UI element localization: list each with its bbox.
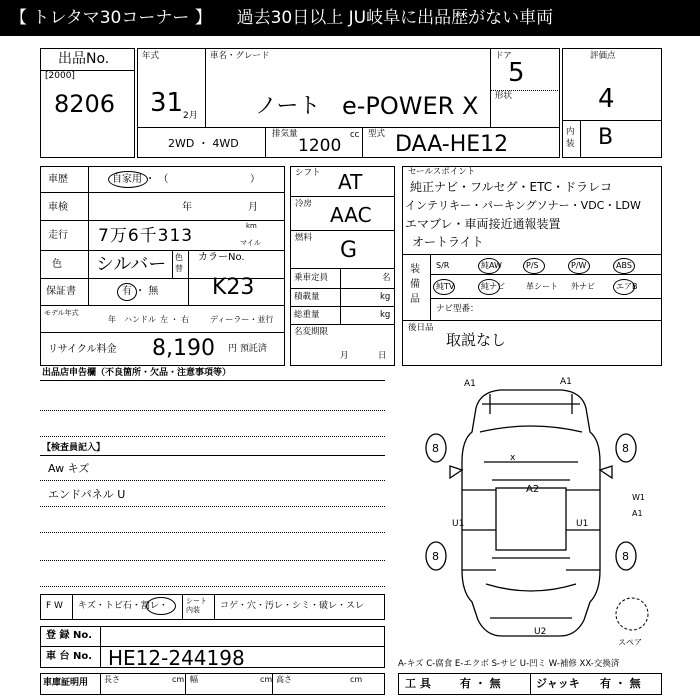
color-label: 色 (52, 259, 62, 270)
inspector-label: 【検査員記入】 (42, 443, 106, 453)
seat-label: シート内装 (186, 597, 207, 614)
sales-line4: オートライト (412, 235, 484, 249)
equipment-item: 純TV (436, 282, 455, 291)
year-label: 年式 (142, 51, 160, 61)
cert-box (40, 673, 385, 695)
interior-label: 内装 (566, 127, 575, 149)
equipment-circle (613, 258, 635, 274)
body-outline (462, 390, 600, 636)
fw-label: F W (46, 601, 63, 611)
recycle-label: リサイクル料金 (48, 344, 117, 355)
displacement-label: 排気量 (272, 129, 298, 139)
color-value: シルバー (96, 254, 167, 275)
sales-line3: エマブレ・車両接近通報装置 (405, 217, 561, 231)
tire-mark-rr: 8 (622, 550, 629, 563)
capacity-unit: 名 (382, 273, 391, 283)
color-no-label: カラーNo. (198, 252, 245, 263)
shaken-year: 年 (182, 202, 192, 213)
sales-label: セールスポイント (408, 167, 476, 177)
doors-label: ドア (495, 51, 512, 61)
grade-value: e-POWER X (342, 92, 479, 120)
mark-u1-left: U1 (452, 519, 465, 529)
equipment-item: P/S (526, 261, 539, 270)
car-diagram (400, 370, 662, 650)
mark-a2: A2 (526, 484, 540, 495)
name-value: ノート (255, 94, 321, 119)
tool-label: 工 具 (405, 677, 431, 690)
model-label: 型式 (368, 129, 386, 139)
score-label: 評価点 (590, 51, 616, 61)
doors-value: 5 (508, 58, 525, 88)
jack-options: 有 ・ 無 (600, 677, 641, 690)
mark-x: x (510, 453, 516, 463)
inspector-line1: Aw キズ (48, 462, 90, 475)
interior-value: B (598, 125, 614, 150)
year-value: 31 (150, 88, 184, 118)
mark-u1-right: U1 (576, 519, 589, 529)
shaken-month: 月 (248, 202, 258, 213)
legend-text: A-キズ C-腐食 E-エクボ S-サビ U-凹ミ W-補修 XX-交換済 (398, 659, 620, 669)
mark-a1-side: A1 (632, 509, 643, 518)
reki-options: 自家用 ・ （ (112, 174, 169, 185)
inspector-line2: エンドパネル U (48, 488, 126, 501)
spare-label: スペア (618, 638, 642, 647)
recycle-value: 8,190 (152, 336, 215, 361)
cert-width: 幅 (190, 675, 198, 684)
lot-number: 8206 (54, 90, 116, 118)
reg-label: 登 録 No. (46, 630, 93, 641)
cert-len: 長さ (104, 675, 120, 684)
reki-label: 車歴 (48, 174, 68, 185)
mileage-mile: マイル (240, 239, 261, 247)
month-value: 2月 (183, 111, 198, 121)
report-label: 出品店申告欄（不良箇所・欠品・注意事項等） (42, 368, 232, 378)
warranty-label: 保証書 (46, 286, 76, 297)
shape-label: 形状 (495, 91, 513, 101)
gross-label: 総重量 (294, 310, 320, 320)
warranty-options: 有 ・ 無 (122, 286, 159, 297)
name-change-month: 月 (340, 351, 349, 361)
equipment-item: S/R (436, 261, 450, 270)
equipment-circle (433, 279, 455, 295)
cert-width-unit: cm (260, 675, 273, 684)
mileage-label: 走行 (48, 230, 68, 241)
score-value: 4 (598, 84, 615, 114)
fuel-value: G (340, 238, 358, 263)
header-banner (0, 0, 700, 36)
color-no-value: K23 (212, 275, 255, 300)
fw-text: キズ・トビ石・割レ・ (78, 601, 168, 611)
equipment-item: 革シート (526, 282, 558, 291)
lot-sub: [2000] (45, 71, 75, 81)
name-change-day: 日 (378, 351, 387, 361)
equipment-item: ABS (616, 261, 632, 270)
mark-w1: W1 (632, 493, 645, 502)
dealer-label: ディーラー・並行 (210, 315, 274, 324)
mark-a1-right: A1 (560, 377, 572, 387)
mark-a1-left: A1 (464, 379, 476, 389)
load-label: 積載量 (294, 292, 320, 302)
gross-unit: kg (380, 310, 391, 320)
mark-u2: U2 (534, 627, 547, 637)
equipment-circle (523, 258, 545, 274)
equipment-circle (478, 279, 500, 295)
displacement-unit: cc (350, 130, 360, 140)
equipment-item: P/W (571, 261, 587, 270)
equipment-item: エアB (616, 282, 638, 291)
tire-mark-rl: 8 (432, 550, 439, 563)
tool-options: 有 ・ 無 (460, 677, 501, 690)
chassis-label: 車 台 No. (46, 651, 93, 662)
shift-value: AT (338, 170, 363, 194)
seat-text: コゲ・穴・汚レ・シミ・破レ・スレ (220, 601, 365, 611)
model-value: DAA-HE12 (395, 132, 509, 157)
name-label: 車名・グレード (210, 51, 270, 61)
tire-mark-fl: 8 (432, 442, 439, 455)
displacement-value: 1200 (298, 136, 342, 156)
spare-tire (616, 598, 648, 630)
jack-label: ジャッキ (536, 677, 580, 690)
lot-label: 出品No. (58, 51, 110, 67)
shift-label: シフト (295, 168, 321, 178)
equipment-label: 装備品 (410, 264, 420, 305)
navi-label: ナビ型番： (436, 304, 479, 314)
chassis-value: HE12-244198 (108, 646, 245, 670)
mileage-value: 7万6千313 (98, 226, 194, 246)
load-unit: kg (380, 292, 391, 302)
cert-len-unit: cm (172, 675, 185, 684)
cert-height: 高さ (276, 675, 292, 684)
aftermarket-value: 取説なし (446, 331, 507, 349)
equipment-item: 純ナビ (481, 282, 505, 291)
reki-close: ） (250, 174, 260, 185)
tire-mark-fr: 8 (622, 442, 629, 455)
color-change-label: 色替 (175, 253, 183, 273)
banner-right: 過去30日以上 JU岐阜に出品歴がない車両 (236, 8, 554, 28)
cert-label: 車庫証明用 (43, 678, 89, 688)
equipment-item: 外ナビ (571, 282, 595, 291)
cooler-label: 冷房 (295, 199, 313, 209)
sales-line1: 純正ナビ・フルセグ・ETC・ドラレコ (410, 180, 613, 194)
aftermarket-label: 後日品 (408, 323, 434, 333)
recycle-unit: 円 預託済 (228, 344, 267, 354)
model-year-label: モデル年式 (44, 309, 79, 317)
equipment-circle (613, 279, 635, 295)
equipment-circle (478, 258, 500, 274)
drive-label: 2WD ・ 4WD (168, 137, 239, 150)
capacity-label: 乗車定員 (294, 273, 329, 283)
handle-options: 左 ・ 右 (160, 315, 190, 324)
mileage-km: km (246, 222, 257, 230)
name-change-label: 名変期限 (294, 327, 329, 337)
cert-height-unit: cm (350, 675, 363, 684)
model-year-unit: 年 (108, 315, 116, 324)
equipment-circle (568, 258, 590, 274)
sales-line2: インテリキー・パーキングソナー・VDC・LDW (405, 199, 641, 212)
banner-left: 【 トレタマ30コーナー 】 (10, 8, 212, 28)
shaken-label: 車検 (48, 202, 68, 213)
fuel-label: 燃料 (295, 233, 313, 243)
cooler-value: AAC (330, 203, 372, 227)
equipment-item: 純AW (481, 261, 502, 270)
handle-label: ハンドル (124, 315, 156, 324)
